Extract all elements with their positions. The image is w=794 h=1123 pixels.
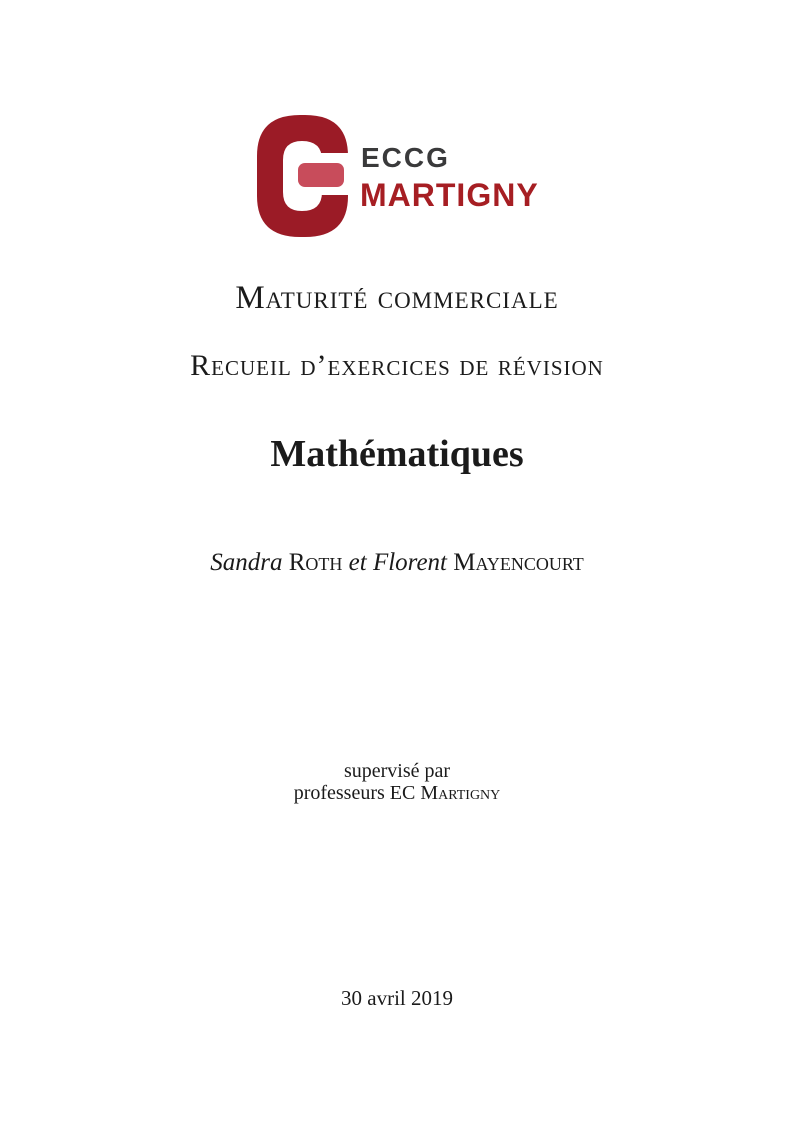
logo-text-eccg: ECCG <box>361 142 450 173</box>
subtitle: Recueil d’exercices de révision <box>190 349 604 382</box>
supervisor-line2-prefix: professeurs EC <box>293 782 416 804</box>
authors-line <box>0 548 794 578</box>
series-title: Maturité commerciale <box>235 280 559 316</box>
supervisor-block <box>0 760 794 804</box>
logo-bar <box>298 163 344 187</box>
author1-first-name: Sandra <box>210 549 283 576</box>
eccg-martigny-logo <box>257 115 557 237</box>
author1-last-name: Roth <box>288 549 343 576</box>
authors-separator: et <box>348 549 367 576</box>
logo-g-icon <box>257 115 349 237</box>
logo-text-martigny: MARTIGNY <box>360 177 539 213</box>
author2-last-name: Mayencourt <box>453 549 584 576</box>
document-date: 30 avril 2019 <box>341 986 453 1010</box>
main-title: Mathématiques <box>270 433 524 475</box>
supervisor-line2 <box>0 782 794 804</box>
supervisor-line2-name: Martigny <box>420 782 501 804</box>
author2-first-name: Florent <box>372 549 447 576</box>
supervisor-line1: supervisé par <box>343 760 451 782</box>
